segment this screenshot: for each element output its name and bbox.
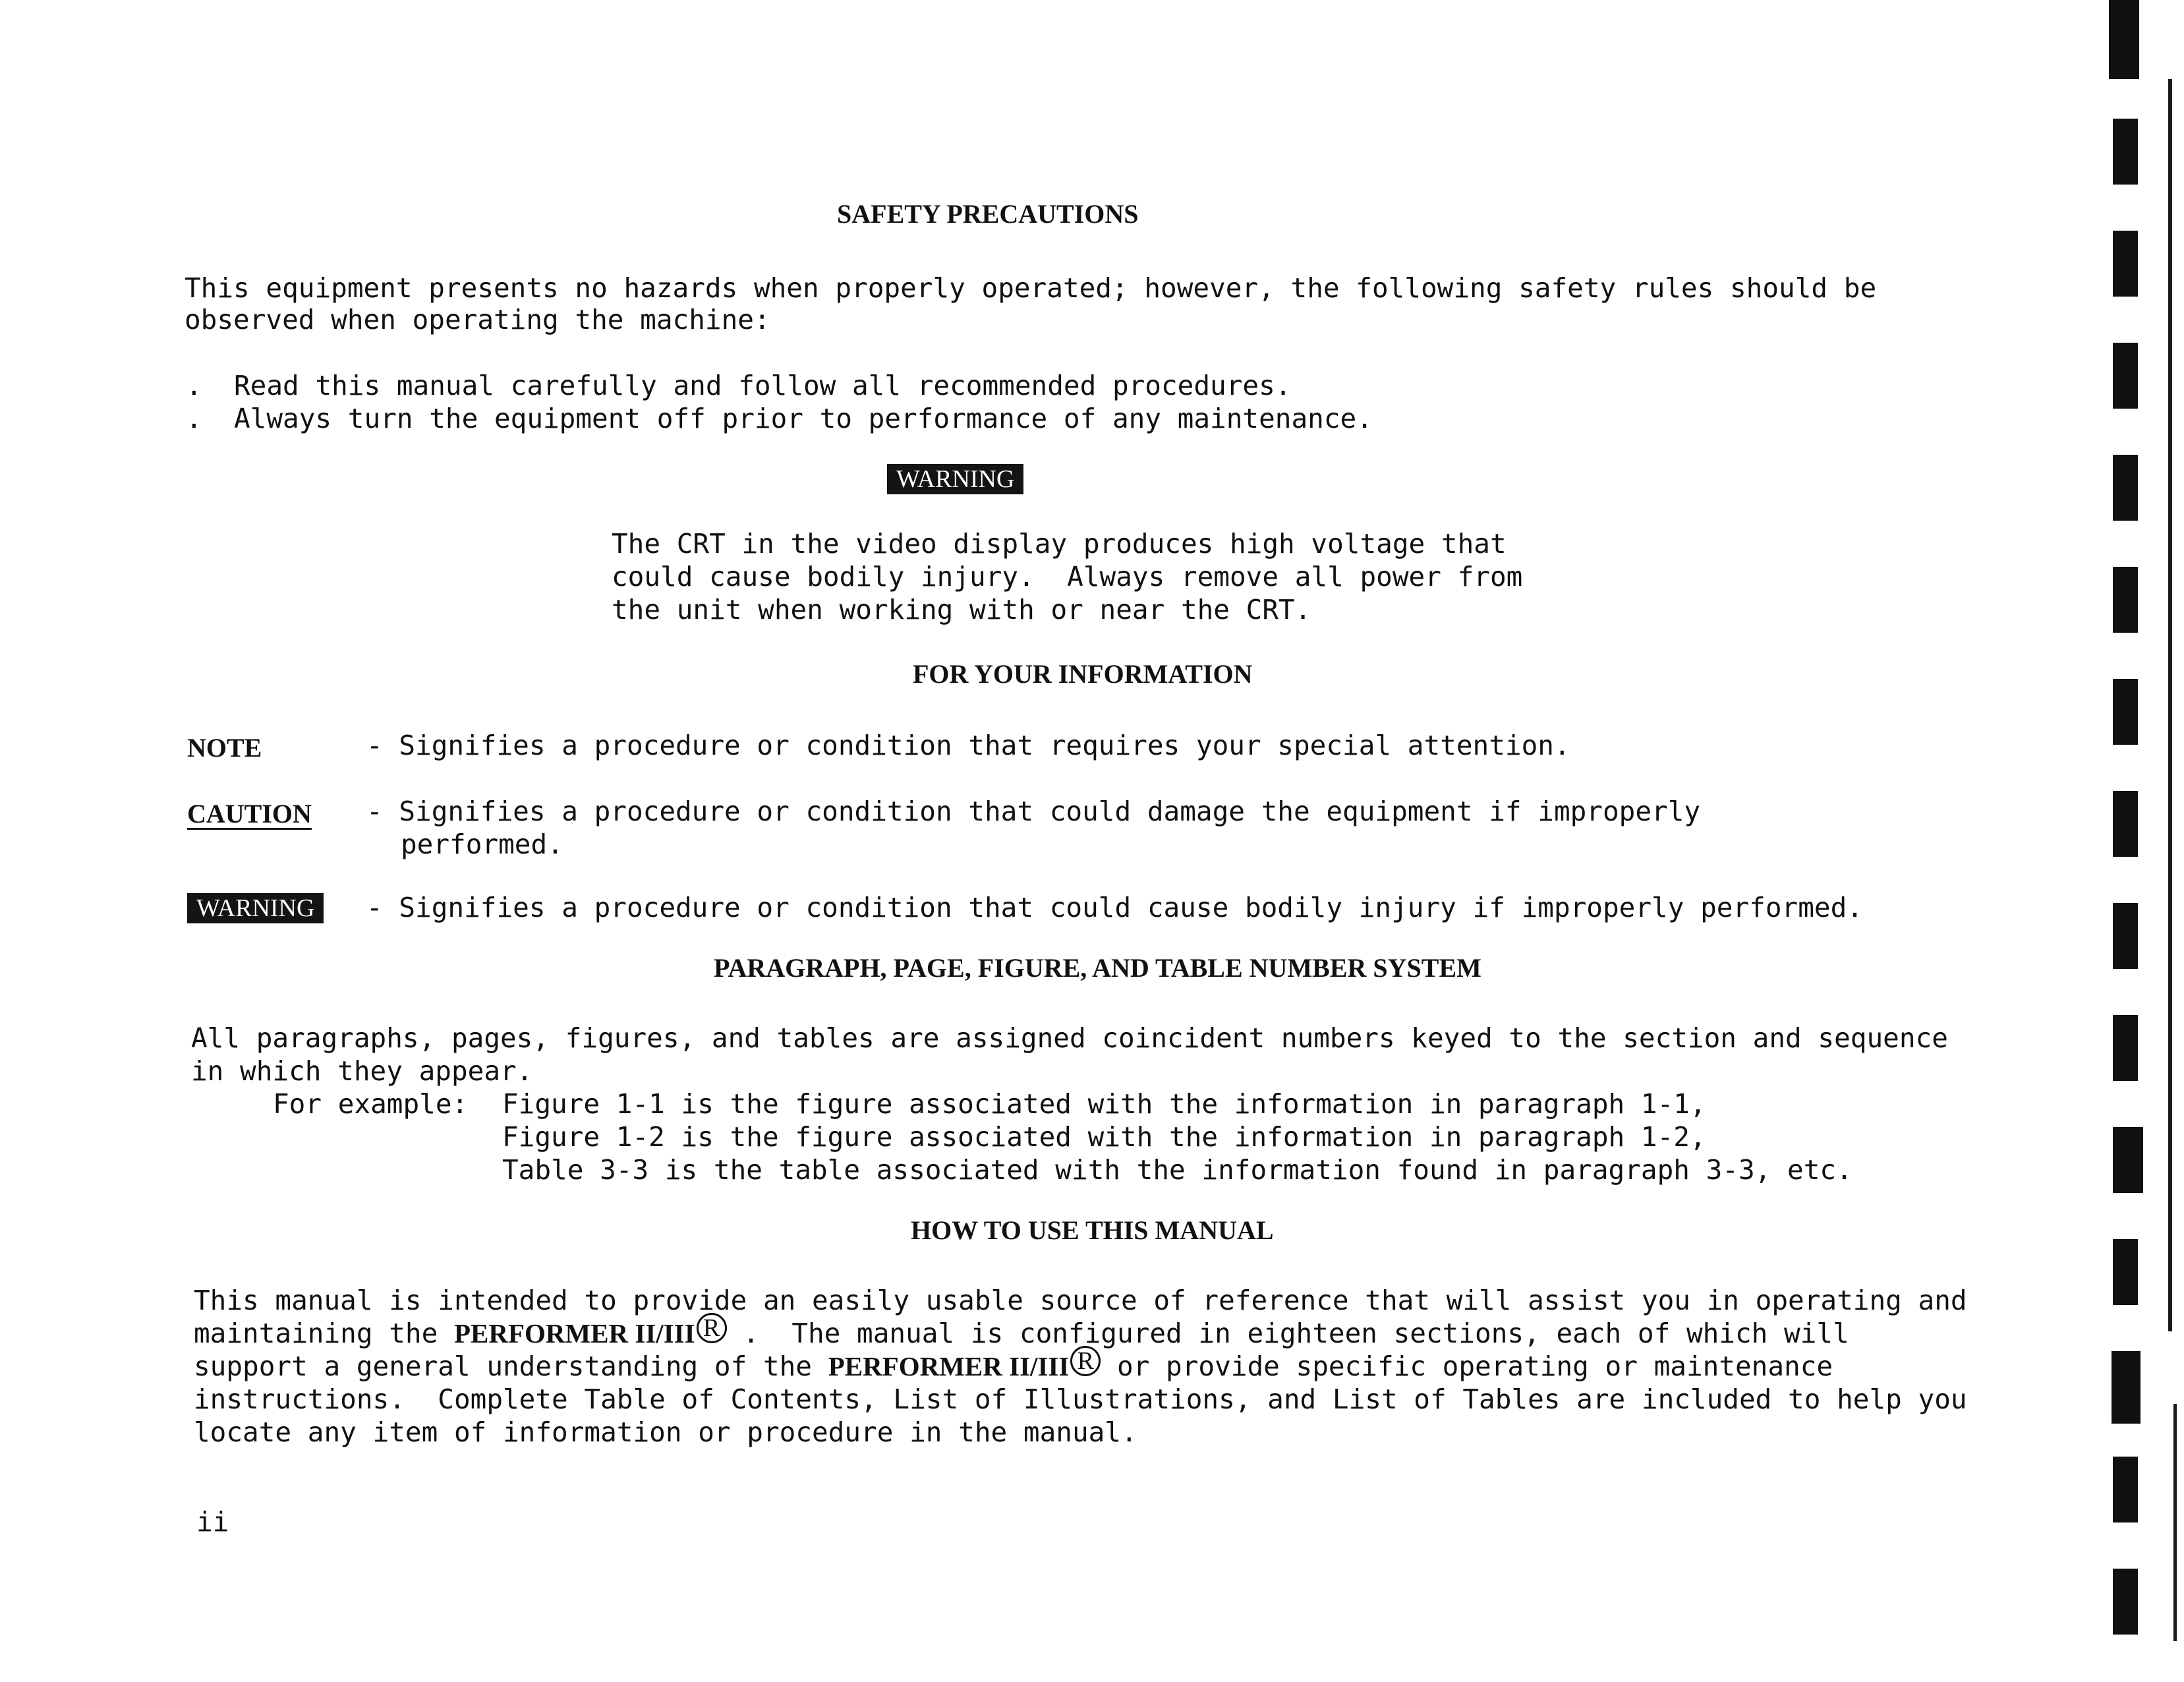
safety-bullet-2: Always turn the equipment off prior to performance of any maintenance. [234, 403, 1373, 434]
product-name: PERFORMER II/III [453, 1318, 695, 1348]
binding-hole [2113, 231, 2138, 297]
page-edge-line [2173, 1404, 2177, 1641]
safety-bullet-1: Read this manual carefully and follow all recommended procedures. [234, 370, 1292, 401]
howto-line-1: This manual is intended to provide an easily usable source of reference that will assist you in operating and [194, 1285, 1967, 1316]
example-line-1: Figure 1-1 is the figure associated with the information in paragraph 1-1, [502, 1088, 1706, 1120]
binding-hole [2113, 567, 2138, 633]
note-label: NOTE [187, 733, 262, 763]
caution-text-line-2: performed. [401, 828, 563, 860]
example-label: For example: [273, 1088, 469, 1120]
registered-mark: R [697, 1313, 727, 1343]
caution-text-line-1: - Signifies a procedure or condition that could damage the equipment if improperly [366, 796, 1701, 827]
howto-line-2-start: maintaining the [194, 1318, 454, 1349]
product-name: PERFORMER II/III [828, 1351, 1070, 1381]
howto-line-5: locate any item of information or procedure in the manual. [194, 1416, 1137, 1448]
warning-badge: WARNING [187, 893, 324, 923]
page-number: ii [196, 1506, 229, 1538]
warning-text-line-3: the unit when working with or near the CRT. [612, 594, 1311, 625]
warning-definition-text: - Signifies a procedure or condition that could cause bodily injury if improperly performed. [366, 892, 1863, 923]
warning-text-line-1: The CRT in the video display produces high voltage that [612, 528, 1507, 560]
safety-heading: SAFETY PRECAUTIONS [837, 199, 1139, 229]
bullet-marker: . [186, 370, 202, 401]
howto-heading: HOW TO USE THIS MANUAL [911, 1215, 1274, 1245]
numbering-line-1: All paragraphs, pages, figures, and tables are assigned coincident numbers keyed to the section and sequence [191, 1022, 1948, 1054]
numbering-line-2: in which they appear. [191, 1055, 533, 1087]
howto-line-3 [194, 1347, 1833, 1383]
warning-badge: WARNING [887, 464, 1023, 494]
howto-line-3-end: or provide specific operating or maintenance [1101, 1350, 1833, 1382]
binding-hole [2113, 1569, 2138, 1635]
note-text: - Signifies a procedure or condition that requires your special attention. [366, 730, 1570, 761]
binding-hole [2113, 679, 2138, 745]
binding-hole [2113, 1127, 2143, 1193]
binding-hole [2109, 0, 2139, 79]
howto-line-3-start: support a general understanding of the [194, 1350, 828, 1382]
info-heading: FOR YOUR INFORMATION [913, 659, 1253, 689]
numbering-heading: PARAGRAPH, PAGE, FIGURE, AND TABLE NUMBER SYSTEM [714, 953, 1481, 983]
warning-text-line-2: could cause bodily injury. Always remove all power from [612, 561, 1523, 593]
binding-hole [2113, 119, 2138, 185]
howto-line-2 [194, 1314, 1849, 1350]
caution-label: CAUTION [187, 799, 312, 828]
binding-hole [2113, 343, 2138, 409]
safety-intro-line-2: observed when operating the machine: [185, 304, 770, 335]
binding-hole [2113, 791, 2138, 857]
safety-intro-line-1: This equipment presents no hazards when properly operated; however, the following safety rules should be [185, 272, 1877, 304]
binding-hole [2113, 455, 2138, 521]
example-line-3: Table 3-3 is the table associated with the information found in paragraph 3-3, etc. [502, 1154, 1853, 1186]
registered-mark: R [1070, 1346, 1101, 1376]
binding-hole [2113, 1015, 2138, 1081]
binding-hole [2113, 1457, 2138, 1522]
binding-hole [2112, 1351, 2141, 1424]
howto-line-2-end: . The manual is configured in eighteen sections, each of which will [726, 1318, 1849, 1349]
page-edge-line [2168, 79, 2172, 1331]
bullet-marker: . [186, 403, 202, 434]
example-line-2: Figure 1-2 is the figure associated with the information in paragraph 1-2, [502, 1121, 1706, 1153]
binding-hole [2113, 1239, 2138, 1305]
howto-line-4: instructions. Complete Table of Contents, List of Illustrations, and List of Tables are included to help you [194, 1383, 1967, 1415]
binding-hole [2113, 903, 2138, 969]
